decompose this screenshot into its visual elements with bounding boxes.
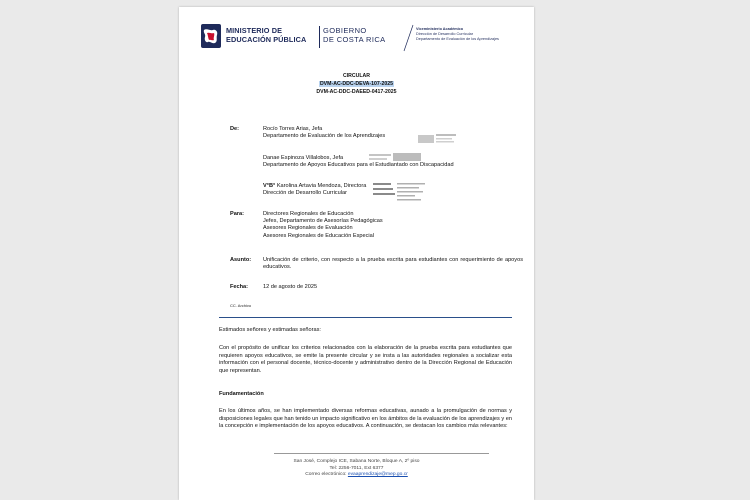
from-label: De: — [230, 126, 240, 132]
recipients-list — [263, 211, 383, 240]
footer — [179, 459, 534, 479]
recipient-3: Asesores Regionales de Evaluación — [263, 225, 353, 232]
from-dept-1: Departamento de Evaluación de los Aprendizajes — [263, 133, 386, 140]
from-dept-2: Departamento de Apoyos Educativos para el Estudiantado con Discapacidad — [263, 162, 454, 169]
recipient-1: Directores Regionales de Educación — [263, 211, 354, 217]
signature-1-stamp — [418, 132, 458, 146]
cc-archive: CC. Archivo — [230, 303, 252, 308]
circular-code-1: DVM-AC-DDC-DEVA-107-2025 — [319, 81, 394, 87]
paragraph-1: Con el propósito de unificar los criterios relacionados con la elaboración de la prueba escrita para estudiantes que requieren apoyos educativos, se emite la presente circular y se insta a las autoridades regionales a socializar esta información con el personal docente, técnico-docente y administrativo dentro de la Dirección Regional de Educación que representan. — [219, 345, 512, 374]
section-title: Fundamentación — [219, 391, 264, 397]
letterhead — [201, 24, 521, 52]
subject-label: Asunto: — [230, 257, 252, 263]
section-divider — [219, 317, 512, 318]
paragraph-2: En los últimos años, se han implementado diversas reformas educativas, aunado a la promulgación de normas y disposiciones legales que han tenido un impacto significativo en los ámbitos de la evaluación de los aprendizajes y en la concepción e implementación de los apoyos educativos. A continuación, se destacan los cambios más relevantes: — [219, 408, 512, 430]
from-entry-2 — [263, 155, 454, 169]
signature-2-stamp — [369, 152, 424, 164]
gov-line2: DE COSTA RICA — [323, 34, 386, 44]
government-name — [323, 27, 386, 44]
footer-email-link[interactable]: evaaprendizaje@mep.go.cr — [347, 472, 408, 478]
date-text: 12 de agosto de 2025 — [263, 284, 318, 290]
from-entry-3 — [263, 183, 366, 197]
greeting: Estimados señores y estimadas señoras: — [219, 327, 321, 333]
subject-text: Unificación de criterio, con respecto a la prueba escrita para estudiantes con requerimiento de apoyos educativos. — [263, 257, 523, 271]
gov-line1: GOBIERNO — [323, 26, 367, 35]
circular-code-1-row — [179, 81, 534, 87]
footer-address: San José, Complejo ICE, Sabana Norte, Bloque A, 2º piso — [293, 459, 420, 464]
from-name-2: Danae Espinoza Villalobos, Jefa — [263, 155, 344, 161]
from-entry-1 — [263, 126, 385, 140]
circular-code-2: DVM-AC-DDC-DAEED-0417-2025 — [316, 89, 397, 95]
costa-rica-map-emblem-icon — [201, 24, 221, 48]
vice-title: Viceministerio Académico — [416, 27, 464, 31]
signature-3-stamp — [373, 181, 435, 209]
header-divider — [319, 26, 320, 48]
from-dept-3: Dirección de Desarrollo Curricular — [263, 190, 347, 197]
footer-divider — [274, 453, 489, 454]
footer-email-row — [179, 472, 534, 479]
footer-email-label: Correo electrónico: — [305, 472, 347, 478]
to-label: Para: — [230, 211, 244, 217]
vb-mark: V°B° — [263, 183, 276, 189]
circular-title: CIRCULAR — [342, 73, 371, 79]
recipient-4: Asesores Regionales de Educación Especial — [263, 232, 375, 239]
document-page — [179, 7, 534, 500]
vice-ministry-block — [416, 27, 499, 41]
footer-phone: Tel: 2256-7011, Ext 6377 — [329, 465, 384, 471]
ministry-line1: MINISTERIO DE — [226, 26, 283, 35]
vice-line3: Departamento de Evaluación de los Aprendizajes — [416, 36, 499, 41]
date-label: Fecha: — [230, 284, 249, 290]
vice-line2: Dirección de Desarrollo Curricular — [416, 31, 473, 36]
recipient-2: Jefes, Departamento de Asesorías Pedagógicas — [263, 218, 383, 225]
ministry-line2: EDUCACIÓN PÚBLICA — [226, 34, 307, 44]
from-name-3: Karolina Artavia Mendoza, Directora — [276, 183, 367, 189]
from-name-1: Rocío Torres Arias, Jefa — [263, 126, 323, 132]
ministry-name — [226, 27, 306, 44]
